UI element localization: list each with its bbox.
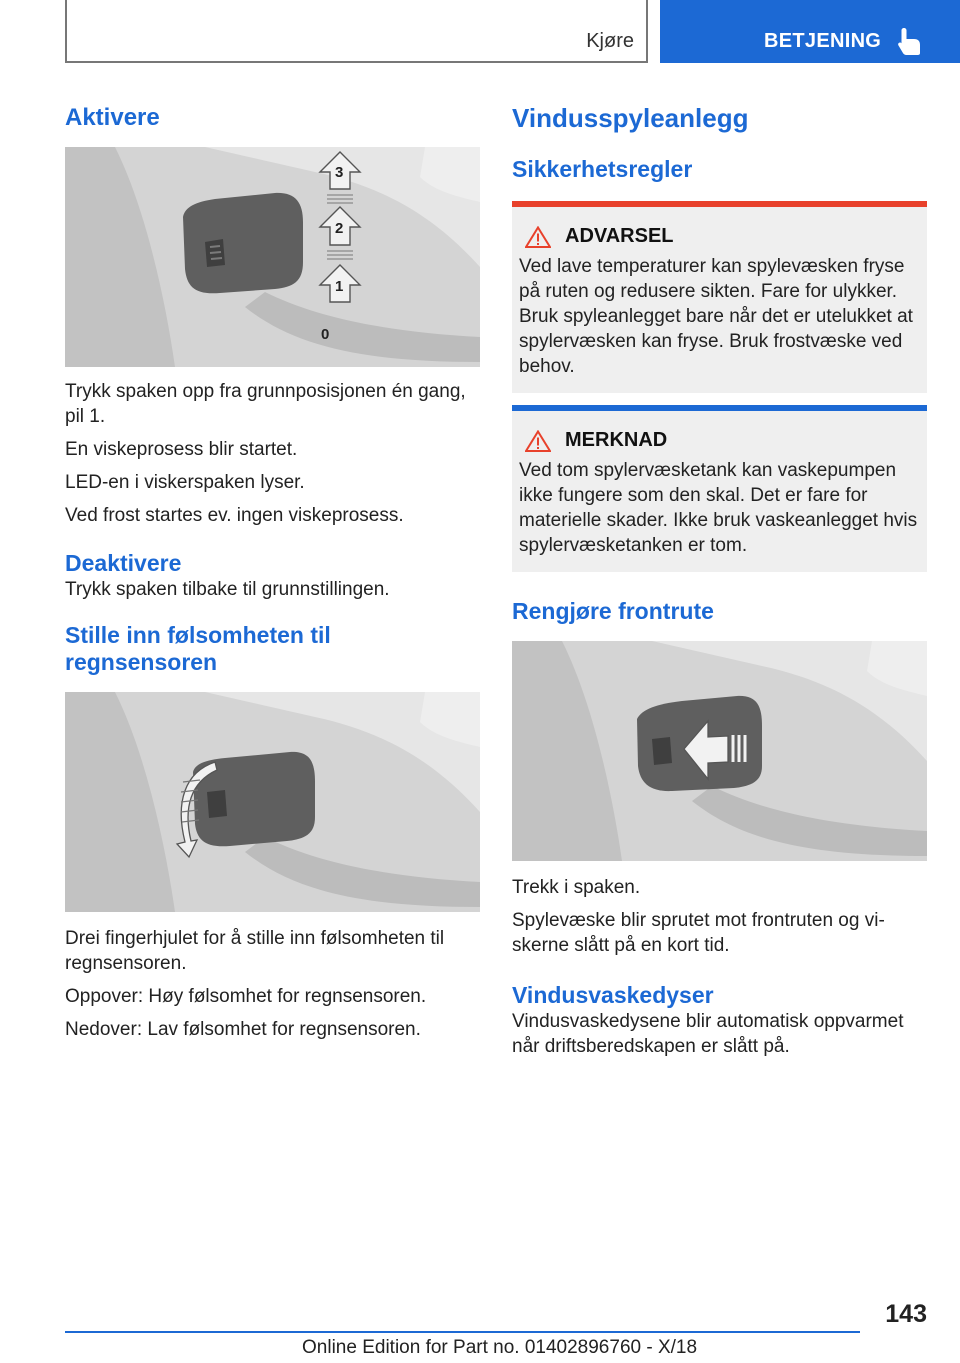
- warning-triangle-icon: [525, 226, 551, 248]
- activate-para-1: Trykk spaken opp fra grunnposisjonen én gang, pil 1.: [65, 381, 466, 427]
- sensitivity-para-1: Drei fingerhjulet for å stille inn følsomheten til regnsensoren.: [65, 928, 445, 974]
- page-number: 143: [885, 1300, 927, 1328]
- activate-para-2: En viskeprosess blir startet.: [65, 439, 298, 460]
- section-title-nozzles: Vindusvaskedyser: [512, 982, 714, 1008]
- footer-edition: [302, 1337, 697, 1359]
- section-title-activate: Aktivere: [65, 104, 160, 131]
- clean-para-2: Spylevæske blir sprutet mot frontruten og viskerne slått på en kort tid.: [512, 910, 885, 956]
- header-chapter-box: [660, 0, 960, 63]
- header-section-label: Kjøre: [586, 30, 634, 52]
- right-column: [512, 100, 927, 1067]
- sensitivity-para-2: Oppover: Høy følsomhet for regnsensoren.: [65, 986, 427, 1007]
- pointing-hand-icon: [896, 26, 922, 56]
- arrow-label-0: 0: [321, 326, 330, 343]
- activate-para-3: LED-en i viskerspaken lyser.: [65, 472, 305, 493]
- arrow-label-1: 1: [335, 278, 344, 295]
- footer-divider: [65, 1331, 860, 1333]
- warning-label: ADVARSEL: [565, 225, 674, 247]
- clean-para-1: Trekk i spaken.: [512, 877, 641, 898]
- note-label: MERKNAD: [565, 429, 668, 451]
- header-chapter-label: BETJENING: [764, 30, 882, 52]
- nozzles-text: Vindusvaskedysene blir automatisk oppvarmet når driftsberedskapen er slått på.: [512, 1011, 904, 1057]
- warning-box: [512, 201, 927, 393]
- caution-triangle-icon: [525, 430, 551, 452]
- note-text: Ved tom spylervæsketank kan vaskepumpen ikke fungere som den skal. Det er fare for materielle skader. Ikke bruk vaskeanlegget hvis spylervæsketanken er tom.: [519, 460, 918, 556]
- section-title-washer: Vindusspyleanlegg: [512, 103, 749, 133]
- sensitivity-para-3: Nedover: Lav følsomhet for regnsensoren.: [65, 1019, 421, 1040]
- arrow-label-2: 2: [335, 220, 344, 237]
- wiper-lever-illustration-wheel: [65, 692, 480, 912]
- wiper-lever-illustration-up: [65, 147, 480, 367]
- header-section-box: [65, 0, 648, 63]
- section-title-clean: Rengjøre frontrute: [512, 598, 714, 624]
- left-column: [65, 100, 480, 1050]
- arrow-label-3: 3: [335, 164, 344, 181]
- section-title-deactivate: Deaktivere: [65, 550, 182, 576]
- note-box: [512, 405, 927, 572]
- section-title-sensitivity: Stille inn følsomheten til regnsensoren: [65, 622, 331, 675]
- warning-text: Ved lave temperaturer kan spylevæsken fryse på ruten og redusere sikten. Fare for ulykker. Bruk spyleanlegget bare når det er utelukket at spylervæsken kan fryse. Bruk frostvæske ved behov.: [519, 256, 913, 377]
- deactivate-text: Trykk spaken tilbake til grunnstillingen.: [65, 579, 390, 600]
- activate-para-4: Ved frost startes ev. ingen viskeprosess.: [65, 505, 404, 526]
- section-title-safety: Sikkerhetsregler: [512, 156, 693, 182]
- wiper-lever-illustration-pull: [512, 641, 927, 861]
- footer-edition-text: Online Edition for Part no. 01402896760 - X/18: [302, 1337, 698, 1358]
